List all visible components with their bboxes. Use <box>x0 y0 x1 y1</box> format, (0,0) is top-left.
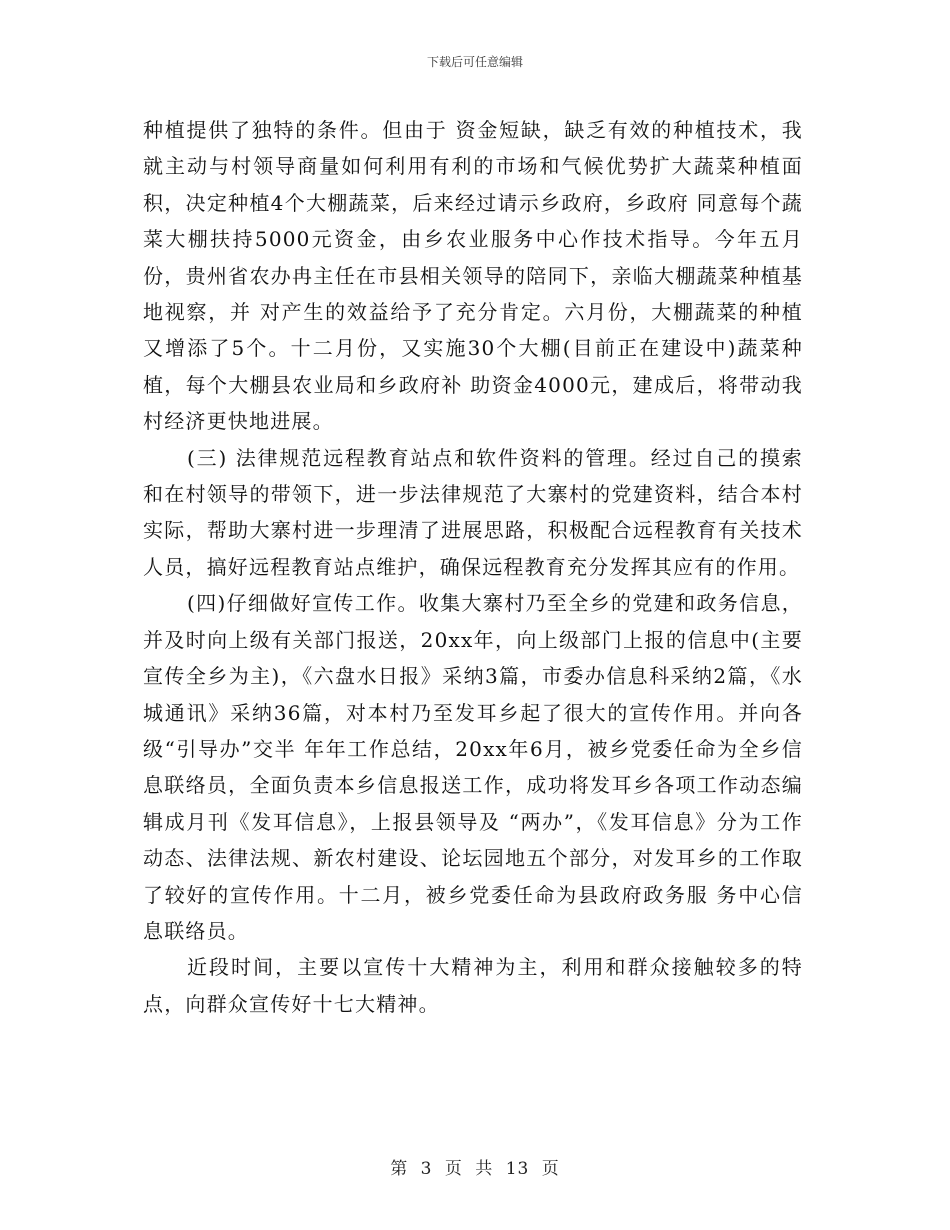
header-note: 下载后可任意编辑 <box>426 55 523 69</box>
footer-total-label: 共 <box>475 1159 494 1179</box>
paragraph-section-four: (四)仔细做好宣传工作。收集大寨村乃至全乡的党建和政务信息，并及时向上级有关部门报送，20xx年，向上级部门上报的信息中(主要宣传全乡为主)，《六盘水日报》采纳3篇，市委办信息科采纳2篇，《水城通讯》采纳36篇，对本村乃至发耳乡起了很大的宣传作用。并向各级“引导办”交半 年年工作总结，20xx年6月，被乡党委任命为全乡信息联络员，全面负责本乡信息报送工作，成功将发耳乡各项工作动态编辑成月刊《发耳信息》，上报县领导及 “两办”，《发耳信息》分为工作动态、法律法规、新农村建设、论坛园地五个部分，对发耳乡的工作取了较好的宣传作用。十二月，被乡党委任命为县政府政务服 务中心信息联络员。 <box>143 591 803 943</box>
page-footer <box>0 1154 950 1179</box>
paragraph-recent-work: 近段时间，主要以宣传十大精神为主，利用和群众接触较多的特点，向群众宣传好十七大精神。 <box>143 955 803 1016</box>
footer-prefix: 第 <box>390 1159 409 1179</box>
paragraph-section-three: (三) 法律规范远程教育站点和软件资料的管理。经过自己的摸索和在村领导的带领下，进一步法律规范了大寨村的党建资料，结合本村实际，帮助大寨村进一步理清了进展思路，积极配合远程教育有关技术人员，搞好远程教育站点维护，确保远程教育充分发挥其应有的作用。 <box>143 445 803 579</box>
footer-page-label: 页 <box>444 1159 463 1179</box>
footer-total-pages: 13 <box>505 1159 530 1179</box>
document-body <box>143 112 803 1022</box>
paragraph-continuation: 种植提供了独特的条件。但由于 资金短缺，缺乏有效的种植技术，我就主动与村领导商量如何利用有利的市场和气候优势扩大蔬菜种植面积，决定种植4个大棚蔬菜，后来经过请示乡政府，乡政府 同意每个蔬菜大棚扶持5000元资金，由乡农业服务中心作技术指导。今年五月份，贵州省农办冉主任在市县相关领导的陪同下，亲临大棚蔬菜种植基地视察，并 对产生的效益给予了充分肯定。六月份，大棚蔬菜的种植又增添了5个。十二月份，又实施30个大棚(目前正在建设中)蔬菜种植，每个大棚县农业局和乡政府补 助资金4000元，建成后，将带动我村经济更快地进展。 <box>143 118 803 434</box>
footer-suffix: 页 <box>541 1159 560 1179</box>
footer-current-page: 3 <box>420 1159 433 1179</box>
